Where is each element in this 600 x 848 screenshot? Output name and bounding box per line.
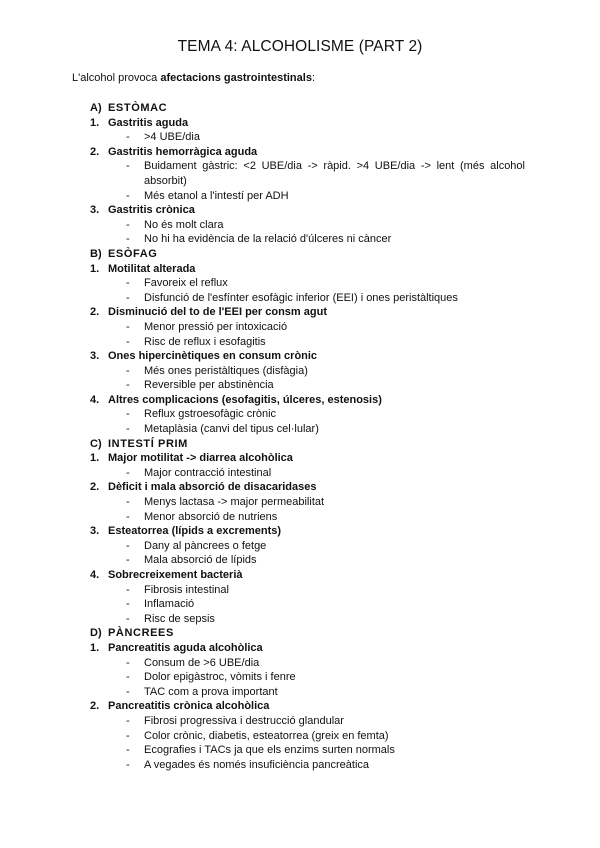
list-marker: 3. [90,525,100,538]
section-heading [0,101,600,116]
bullet-item-text: Major contracció intestinal [144,466,272,479]
bullet-item [0,597,600,612]
bullet-marker: - [126,189,130,202]
bullet-item-text: Dany al pàncrees o fetge [144,539,267,552]
bullet-item [0,189,600,204]
bullet-item [0,758,600,773]
list-marker: D) [90,627,102,640]
list-marker: 2. [90,700,100,713]
section-heading-text: ESÒFAG [108,247,158,260]
bullet-item-text: Buidament gàstric: <2 UBE/dia -> ràpid. >4 UBE/dia -> lent (més alcohol absorbit) [144,160,525,187]
section-heading-text: PÀNCREES [108,627,174,640]
bullet-item-text: >4 UBE/dia [144,131,200,144]
section-heading-text: ESTÒMAC [108,102,168,114]
bullet-item-text: Menys lactasa -> major permeabilitat [144,496,325,509]
numbered-item [0,568,600,583]
section-heading-text: INTESTÍ PRIM [108,437,188,450]
bullet-item-text: Risc de reflux i esofagitis [144,335,266,348]
bullet-item [0,656,600,671]
bullet-item-text: Reflux gstroesofàgic crònic [144,408,277,421]
bullet-marker: - [126,233,130,246]
numbered-item-text: Disminució del to de l'EEI per consm agut [108,306,327,319]
bullet-item [0,670,600,685]
numbered-item-text: Gastritis crònica [108,204,195,217]
numbered-item [0,203,600,218]
bullet-item-text: Més ones peristàltiques (disfàgia) [144,364,308,377]
list-marker: 1. [90,116,100,129]
numbered-item-text: Sobrecreixement bacterià [108,569,243,581]
bullet-marker: - [126,598,130,611]
bullet-marker: - [126,758,130,771]
numbered-item [0,145,600,160]
bullet-marker: - [126,131,130,144]
bullet-item-text: Favoreix el reflux [144,277,228,290]
bullet-marker: - [126,379,130,392]
bullet-marker: - [126,539,130,552]
bullet-marker: - [126,496,130,509]
list-marker: 1. [90,641,100,654]
numbered-item [0,451,600,466]
list-marker: A) [90,102,102,114]
bullet-item [0,466,600,481]
bullet-item-text: Disfunció de l'esfínter esofàgic inferior (EEI) i ones peristàltiques [144,291,458,304]
bullet-marker: - [126,320,130,333]
bullet-item [0,335,600,350]
bullet-marker: - [126,685,130,698]
bullet-item [0,130,600,145]
bullet-marker: - [126,744,130,757]
bullet-item-text: Color crònic, diabetis, esteatorrea (greix en femta) [144,729,389,742]
numbered-item [0,349,600,364]
bullet-item-text: TAC com a prova important [144,685,278,698]
list-marker: 3. [90,204,100,217]
bullet-item-text: Més etanol a l'intestí per ADH [144,189,289,202]
numbered-item [0,262,600,277]
bullet-marker: - [126,408,130,421]
bullet-marker: - [126,612,130,625]
list-marker: C) [90,437,102,450]
list-marker: 1. [90,262,100,275]
bullet-marker: - [126,510,130,523]
bullet-item [0,364,600,379]
numbered-item [0,699,600,714]
bullet-item [0,159,600,188]
numbered-item [0,116,600,131]
bullet-marker: - [126,423,130,436]
intro-paragraph [72,72,315,84]
document-title: TEMA 4: ALCOHOLISME (PART 2) [177,38,423,55]
bullet-item-text: Inflamació [144,598,195,611]
intro-suffix: : [311,72,315,84]
section-heading [0,437,600,452]
bullet-item [0,583,600,598]
bullet-item [0,232,600,247]
intro-prefix: L'alcohol provoca [72,72,161,84]
bullet-item [0,320,600,335]
bullet-marker: - [126,583,130,596]
numbered-item-text: Altres complicacions (esofagitis, úlceres, estenosis) [108,393,382,406]
bullet-marker: - [126,291,130,304]
bullet-item-text: Ecografies i TACs ja que els enzims surten normals [144,744,395,757]
bullet-item [0,291,600,306]
bullet-item [0,407,600,422]
bullet-item [0,714,600,729]
numbered-item [0,480,600,495]
bullet-item [0,553,600,568]
bullet-marker: - [126,277,130,290]
bullet-marker: - [126,364,130,377]
numbered-item-text: Pancreatitis crònica alcohòlica [108,700,270,713]
bullet-marker: - [126,656,130,669]
bullet-item-text: Fibrosi progressiva i destrucció glandular [144,714,344,727]
bullet-item [0,276,600,291]
numbered-item-text: Pancreatitis aguda alcohòlica [108,641,263,654]
bullet-item-text: Dolor epigàstroc, vòmits i fenre [144,671,296,684]
list-marker: 3. [90,350,100,363]
bullet-item-text: Consum de >6 UBE/dia [144,656,260,669]
list-marker: 4. [90,393,100,406]
section-heading [0,247,600,262]
bullet-item-text: Reversible per abstinència [144,379,274,392]
bullet-item-text: Fibrosis intestinal [144,583,229,596]
bullet-item-text: Mala absorció de lípids [144,554,257,567]
bullet-marker: - [126,729,130,742]
bullet-item [0,378,600,393]
bullet-item [0,685,600,700]
list-marker: 2. [90,481,100,494]
numbered-item [0,641,600,656]
numbered-item [0,393,600,408]
bullet-item [0,539,600,554]
list-marker: 2. [90,145,100,158]
bullet-item [0,743,600,758]
bullet-item-text: No és molt clara [144,218,224,231]
bullet-marker: - [126,714,130,727]
bullet-item-text: No hi ha evidència de la relació d'úlceres ni càncer [144,233,392,246]
numbered-item-text: Motilitat alterada [108,262,196,275]
bullet-marker: - [126,466,130,479]
numbered-item-text: Esteatorrea (lípids a excrements) [108,525,282,538]
numbered-item-text: Gastritis hemorràgica aguda [108,145,258,158]
numbered-item [0,305,600,320]
bullet-item-text: Metaplàsia (canvi del tipus cel·lular) [144,423,319,436]
section-heading [0,626,600,641]
numbered-item-text: Major motilitat -> diarrea alcohòlica [108,452,293,465]
bullet-item [0,729,600,744]
numbered-item-text: Dèficit i mala absorció de disacaridases [108,481,317,494]
bullet-marker: - [126,554,130,567]
intro-bold: afectacions gastrointestinals [160,72,312,84]
list-marker: 4. [90,569,100,581]
bullet-item [0,612,600,627]
list-marker: 1. [90,452,100,465]
bullet-item-text: Menor absorció de nutriens [144,510,278,523]
bullet-marker: - [126,335,130,348]
bullet-item [0,218,600,233]
numbered-item [0,524,600,539]
bullet-item [0,510,600,525]
bullet-item-text: A vegades és només insuficiència pancreàtica [144,758,370,771]
outline-list [0,101,600,772]
bullet-item-text: Menor pressió per intoxicació [144,320,288,333]
bullet-item [0,495,600,510]
bullet-marker: - [126,671,130,684]
bullet-marker: - [126,218,130,231]
numbered-item-text: Ones hipercinètiques en consum crònic [108,350,318,363]
list-marker: 2. [90,306,100,319]
numbered-item-text: Gastritis aguda [108,116,189,129]
bullet-item-text: Risc de sepsis [144,612,215,625]
bullet-item [0,422,600,437]
list-marker: B) [90,247,102,260]
bullet-marker: - [126,160,130,173]
